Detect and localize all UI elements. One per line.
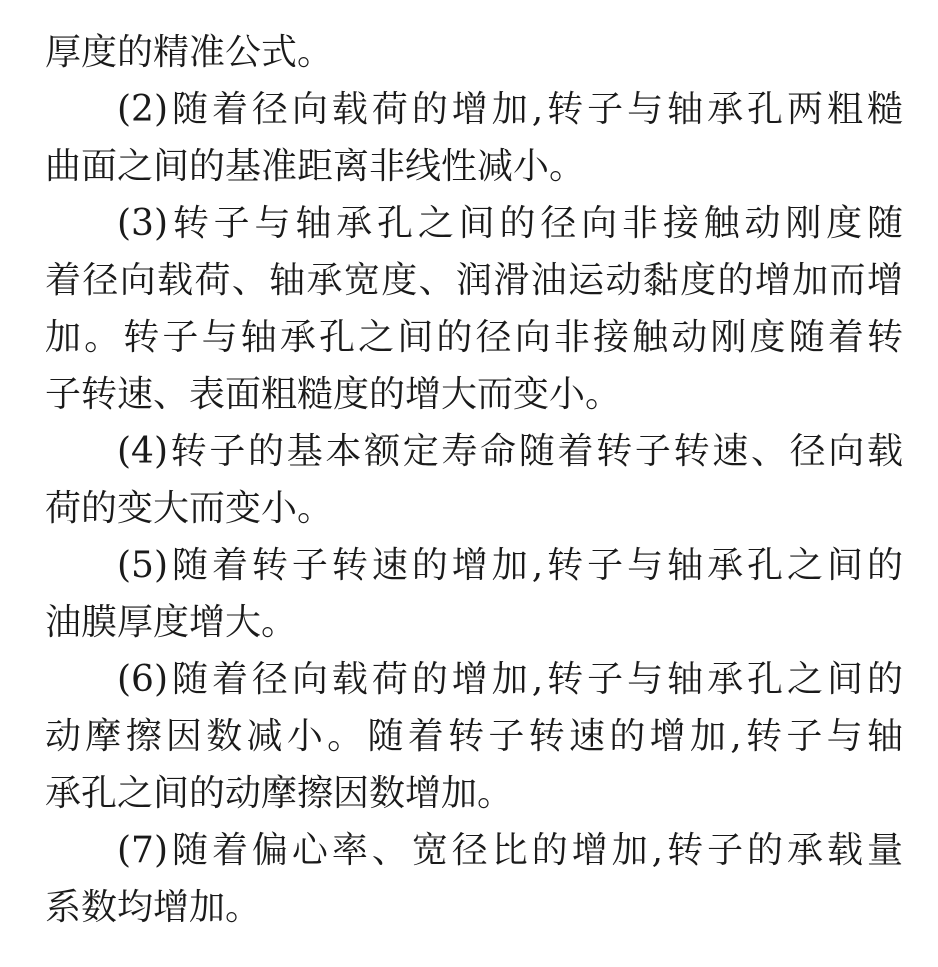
text-line: (5)随着转子转速的增加,转子与轴承孔之间的 [117, 545, 903, 586]
conclusion-item-5 [45, 537, 903, 651]
text-line: (4)转子的基本额定寿命随着转子转速、径向载 [117, 431, 903, 472]
text-line: 承孔之间的动摩擦因数增加。 [45, 773, 514, 814]
conclusion-item-6 [45, 651, 903, 822]
conclusion-item-2 [45, 81, 903, 195]
conclusion-item-7 [45, 822, 903, 936]
text-line: 加。转子与轴承孔之间的径向非接触动刚度随着转 [45, 317, 903, 358]
text-line: 系数均增加。 [45, 887, 262, 928]
text-line: (7)随着偏心率、宽径比的增加,转子的承载量 [117, 830, 903, 871]
text-line: 曲面之间的基准距离非线性减小。 [45, 146, 586, 187]
text-line: 着径向载荷、轴承宽度、润滑油运动黏度的增加而增 [45, 260, 903, 301]
document-page [45, 24, 903, 936]
text-line: (2)随着径向载荷的增加,转子与轴承孔两粗糙 [117, 89, 903, 130]
text-line: 荷的变大而变小。 [45, 488, 334, 529]
paragraph-continuation [45, 24, 903, 81]
text-line: (6)随着径向载荷的增加,转子与轴承孔之间的 [117, 659, 903, 700]
text-line: 厚度的精准公式。 [45, 32, 334, 73]
text-line: 动摩擦因数减小。随着转子转速的增加,转子与轴 [45, 716, 903, 757]
text-line: 子转速、表面粗糙度的增大而变小。 [45, 374, 622, 415]
text-line: 油膜厚度增大。 [45, 602, 298, 643]
text-line: (3)转子与轴承孔之间的径向非接触动刚度随 [117, 203, 903, 244]
conclusion-item-3 [45, 195, 903, 423]
conclusion-item-4 [45, 423, 903, 537]
